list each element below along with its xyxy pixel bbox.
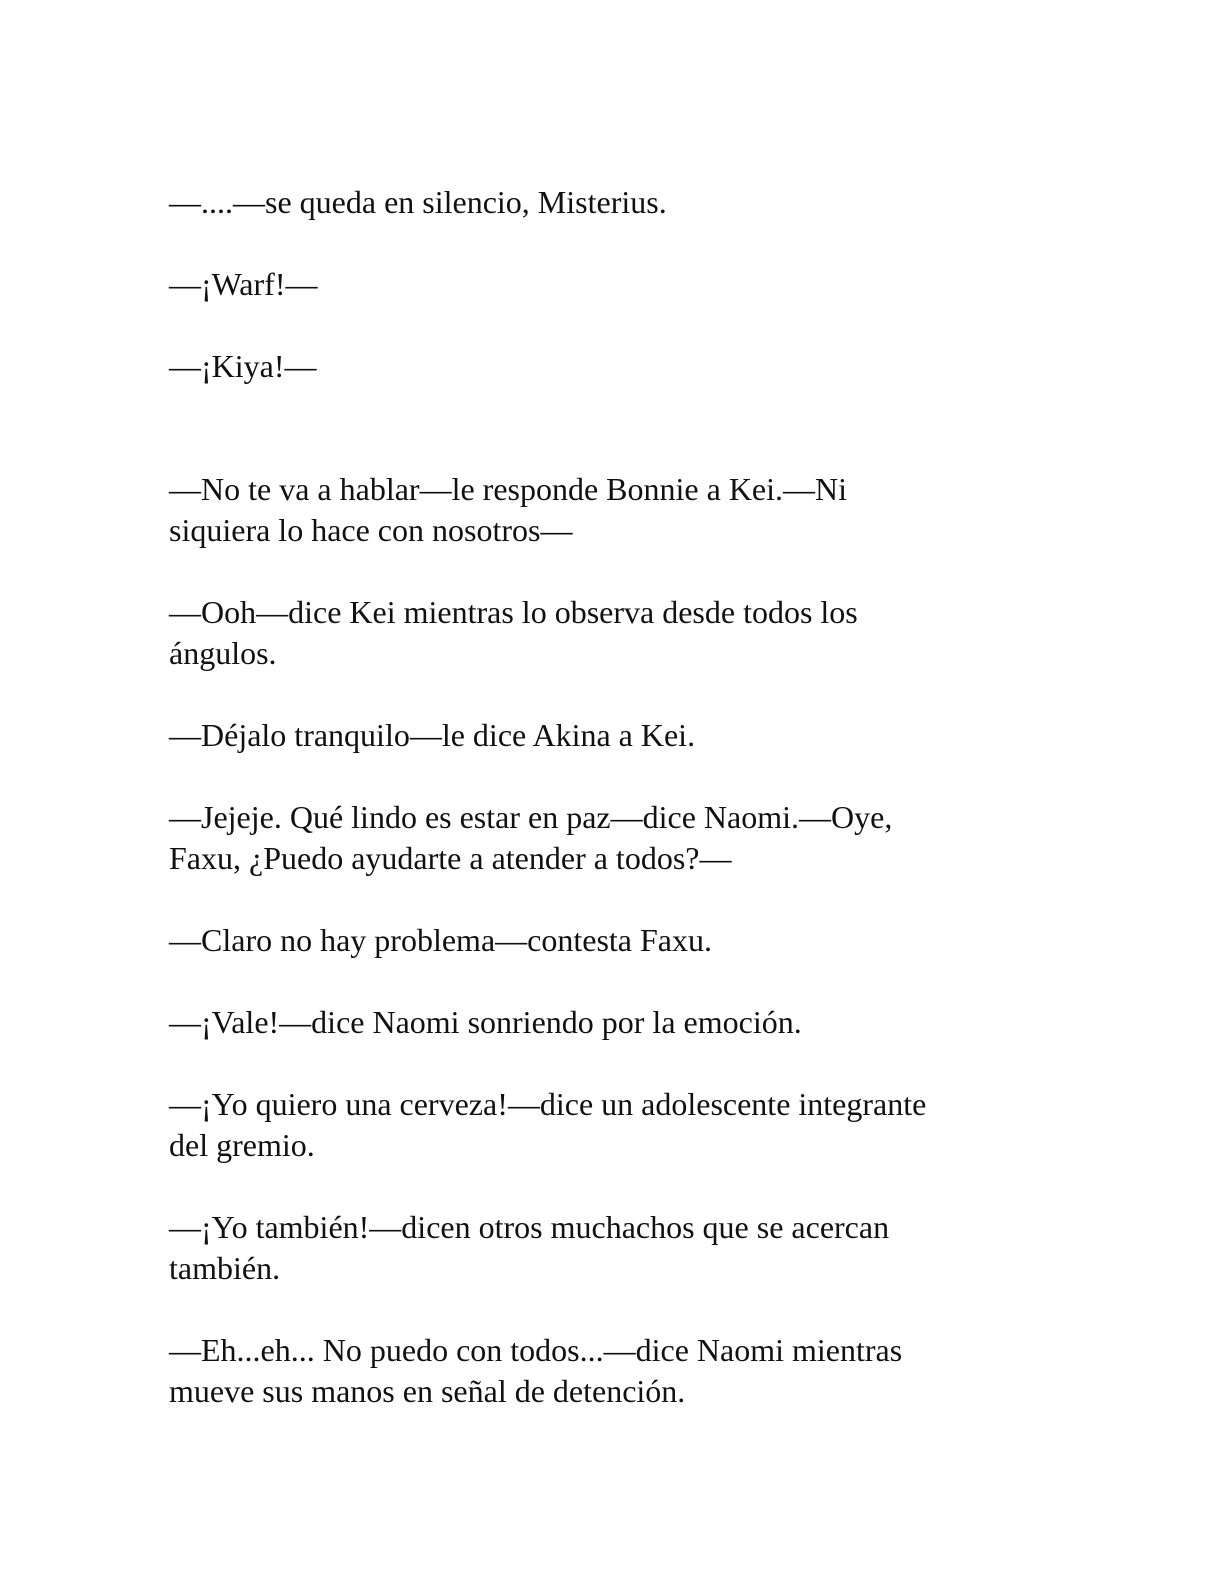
paragraph-3-line-1: —¡Kiya!— [169,348,317,384]
paragraph-1 [169,182,1049,223]
paragraph-5 [169,592,1049,674]
paragraph-9 [169,1002,1049,1043]
paragraph-7-line-2: Faxu, ¿Puedo ayudarte a atender a todos?— [169,840,732,876]
paragraph-1-line-1: —....—se queda en silencio, Misterius. [169,184,667,220]
paragraph-4 [169,469,1049,551]
paragraph-11 [169,1207,1049,1289]
paragraph-9-line-1: —¡Vale!—dice Naomi sonriendo por la emoción. [169,1004,802,1040]
paragraph-4-line-1: —No te va a hablar—le responde Bonnie a Kei.—Ni [169,471,848,507]
paragraph-6 [169,715,1049,756]
paragraph-7-line-1: —Jejeje. Qué lindo es estar en paz—dice Naomi.—Oye, [169,799,893,835]
paragraph-12 [169,1330,1049,1412]
paragraph-10-line-2: del gremio. [169,1127,315,1163]
paragraph-11-line-1: —¡Yo también!—dicen otros muchachos que se acercan [169,1209,890,1245]
paragraph-12-line-1: —Eh...eh... No puedo con todos...—dice Naomi mientras [169,1332,903,1368]
paragraph-10 [169,1084,1049,1166]
paragraph-6-line-1: —Déjalo tranquilo—le dice Akina a Kei. [169,717,696,753]
paragraph-3 [169,346,1049,387]
paragraph-10-line-1: —¡Yo quiero una cerveza!—dice un adolescente integrante [169,1086,927,1122]
paragraph-5-line-1: —Ooh—dice Kei mientras lo observa desde todos los [169,594,858,630]
paragraph-2-line-1: —¡Warf!— [169,266,318,302]
paragraph-5-line-2: ángulos. [169,635,277,671]
paragraph-12-line-2: mueve sus manos en señal de detención. [169,1373,686,1409]
paragraph-8 [169,920,1049,961]
paragraph-4-line-2: siquiera lo hace con nosotros— [169,512,573,548]
paragraph-11-line-2: también. [169,1250,281,1286]
paragraph-8-line-1: —Claro no hay problema—contesta Faxu. [169,922,712,958]
paragraph-2 [169,264,1049,305]
paragraph-7 [169,797,1049,879]
